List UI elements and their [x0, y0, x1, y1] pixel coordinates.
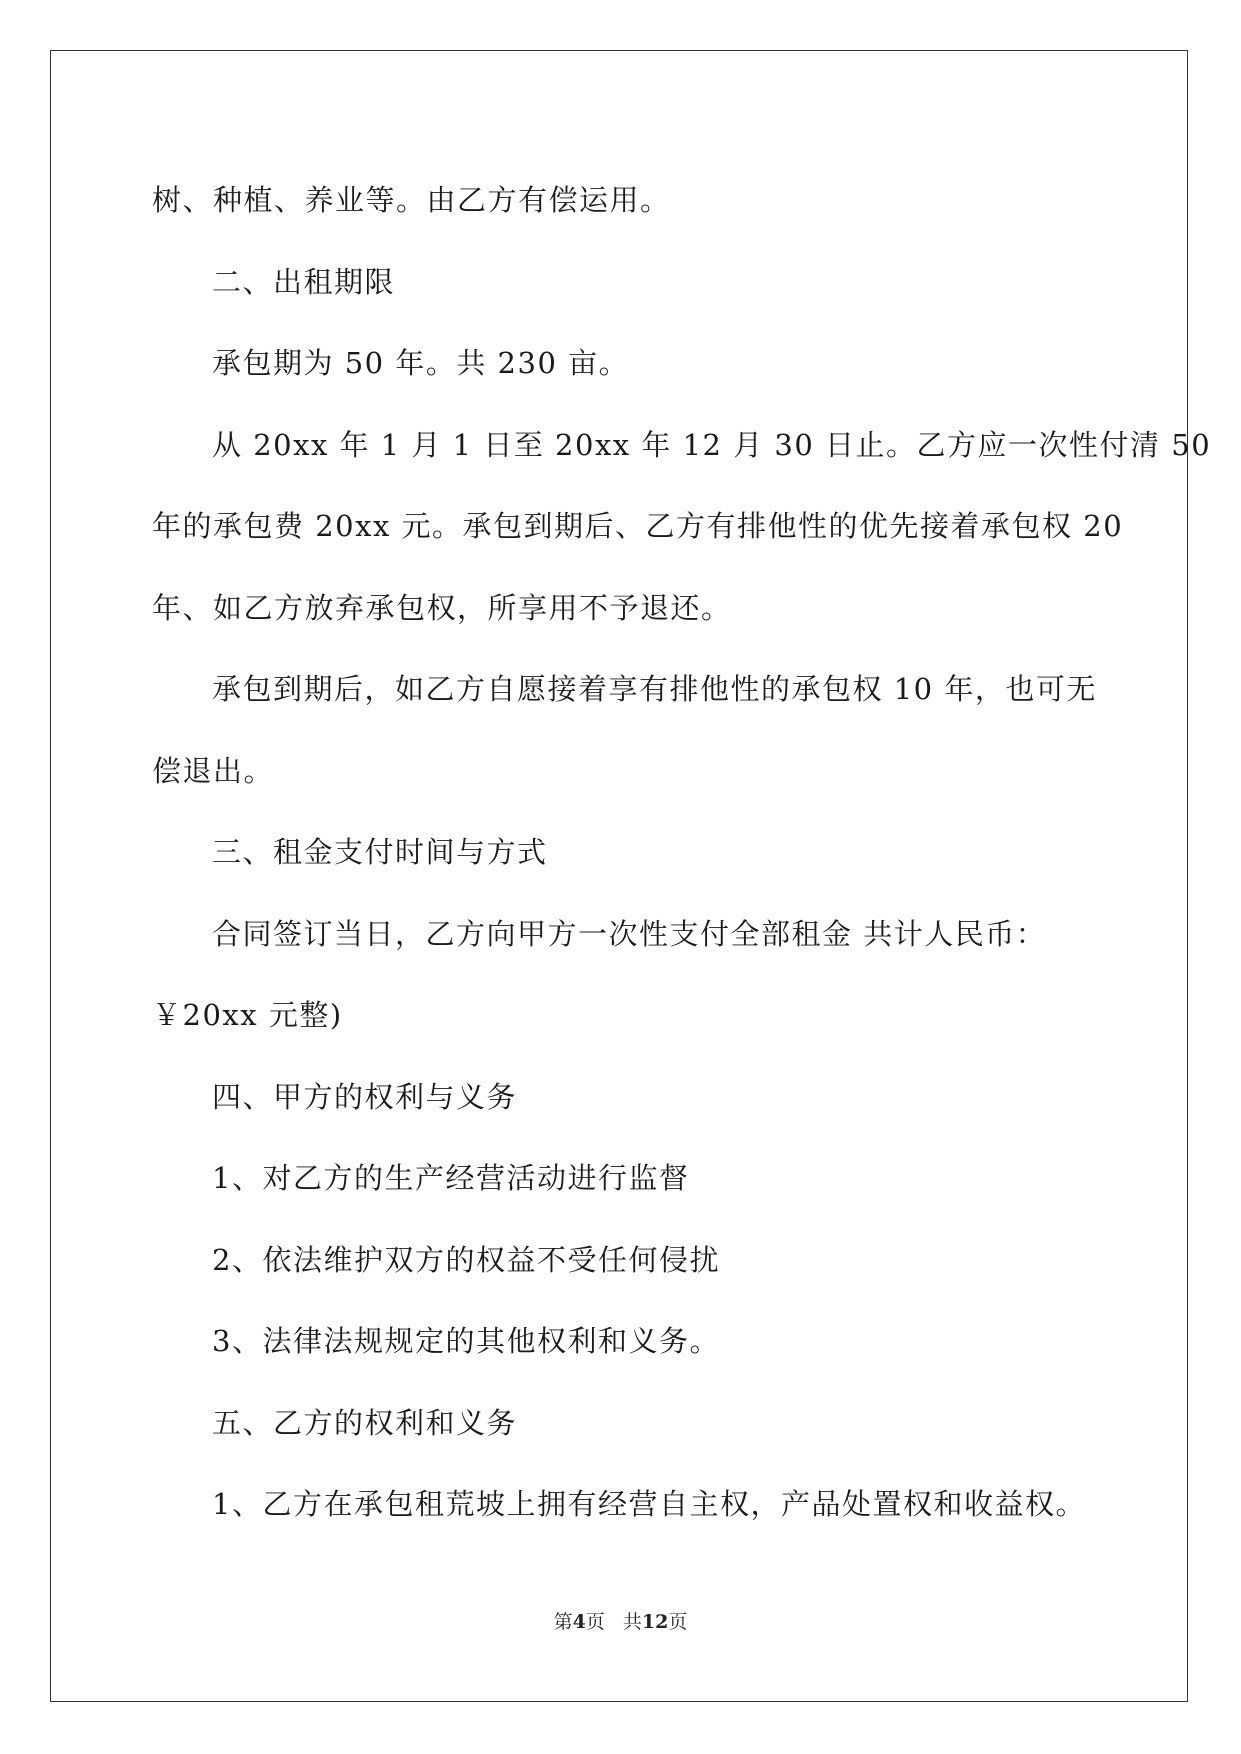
page-suffix: 页 — [585, 1611, 605, 1633]
list-item: 1、乙方在承包租荒坡上拥有经营自主权，产品处置权和收益权。 — [212, 1487, 1086, 1521]
paragraph-line: 从 20xx 年 1 月 1 日至 20xx 年 12 月 30 日止。乙方应一次性付清 50 — [212, 427, 1212, 462]
page-prefix: 第 — [553, 1611, 573, 1633]
list-item: 3、法律法规规定的其他权利和义务。 — [212, 1324, 720, 1358]
list-item: 1、对乙方的生产经营活动进行监督 — [212, 1161, 690, 1195]
total-prefix: 共 — [622, 1611, 642, 1633]
list-item: 2、依法维护双方的权益不受任何侵扰 — [212, 1242, 720, 1277]
document-body — [152, 160, 1212, 1546]
paragraph-line: 承包到期后，如乙方自愿接着享有排他性的承包权 10 年，也可无 — [212, 672, 1097, 706]
paragraph-line: 合同签订当日，乙方向甲方一次性支付全部租金 共计人民币： — [212, 916, 1047, 951]
page-total: 12 — [641, 1611, 669, 1633]
section-heading: 四、甲方的权利与义务 — [212, 1079, 518, 1114]
paragraph-line: 树、种植、养业等。由乙方有偿运用。 — [152, 183, 671, 217]
section-heading: 三、租金支付时间与方式 — [212, 835, 548, 869]
total-suffix: 页 — [668, 1611, 688, 1633]
paragraph-line: 年的承包费 20xx 元。承包到期后、乙方有排他性的优先接着承包权 20 — [152, 509, 1124, 543]
paragraph-line: ￥20xx 元整) — [152, 998, 343, 1032]
paragraph-line: 承包期为 50 年。共 230 亩。 — [212, 346, 630, 380]
paragraph-line: 偿退出。 — [152, 753, 275, 788]
page-footer — [0, 1607, 1241, 1634]
section-heading: 二、出租期限 — [212, 264, 396, 299]
page-number: 4 — [572, 1611, 586, 1633]
section-heading: 五、乙方的权利和义务 — [212, 1405, 518, 1440]
paragraph-line: 年、如乙方放弃承包权，所享用不予退还。 — [152, 590, 732, 625]
